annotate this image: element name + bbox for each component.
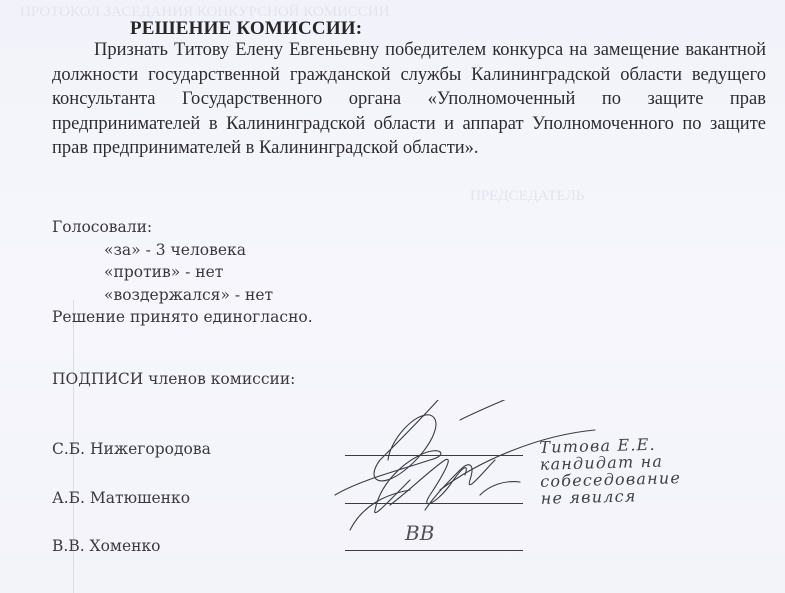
member-name: В.В. Хоменко [52,537,161,555]
handwritten-note [539,435,682,507]
handwritten-note-line: собеседование [539,468,682,491]
handwritten-note-line: Титова Е.Е. [539,434,657,457]
decision-paragraph: Признать Титову Елену Евгеньевну победителем конкурса на замещение вакантной должности государственной гражданской службы Калининградской области ведущего консультанта Государственного органа «Уполномоченный по защите прав предпринимателей в Калининградской области и аппарат Уполномоченного по защите прав предпринимателей в Калининградской области». [52,40,766,159]
member-name: С.Б. Нижегородова [52,440,211,458]
member-name: А.Б. Матюшенко [52,489,191,507]
voting-block [52,216,313,329]
handwritten-note-line: не явился [540,486,637,508]
vote-result: Решение принято единогласно. [52,308,313,326]
bleed-through-text: ПРЕДСЕДАТЕЛЬ [470,188,585,204]
handwritten-note-line: кандидат на [539,451,664,474]
vote-abstained: «воздержался» - нет [104,285,274,304]
handwritten-initials: ВВ [405,521,435,545]
bleed-through-text: ПРОТОКОЛ ЗАСЕДАНИЯ КОНКУРСНОЙ КОМИССИИ [20,4,390,20]
signatures-heading: ПОДПИСИ членов комиссии: [52,370,296,388]
voting-heading: Голосовали: [52,218,153,236]
decision-title: РЕШЕНИЕ КОМИССИИ: [130,18,363,39]
vote-for: «за» - 3 человека [104,240,246,259]
vote-against: «против» - нет [104,263,224,281]
